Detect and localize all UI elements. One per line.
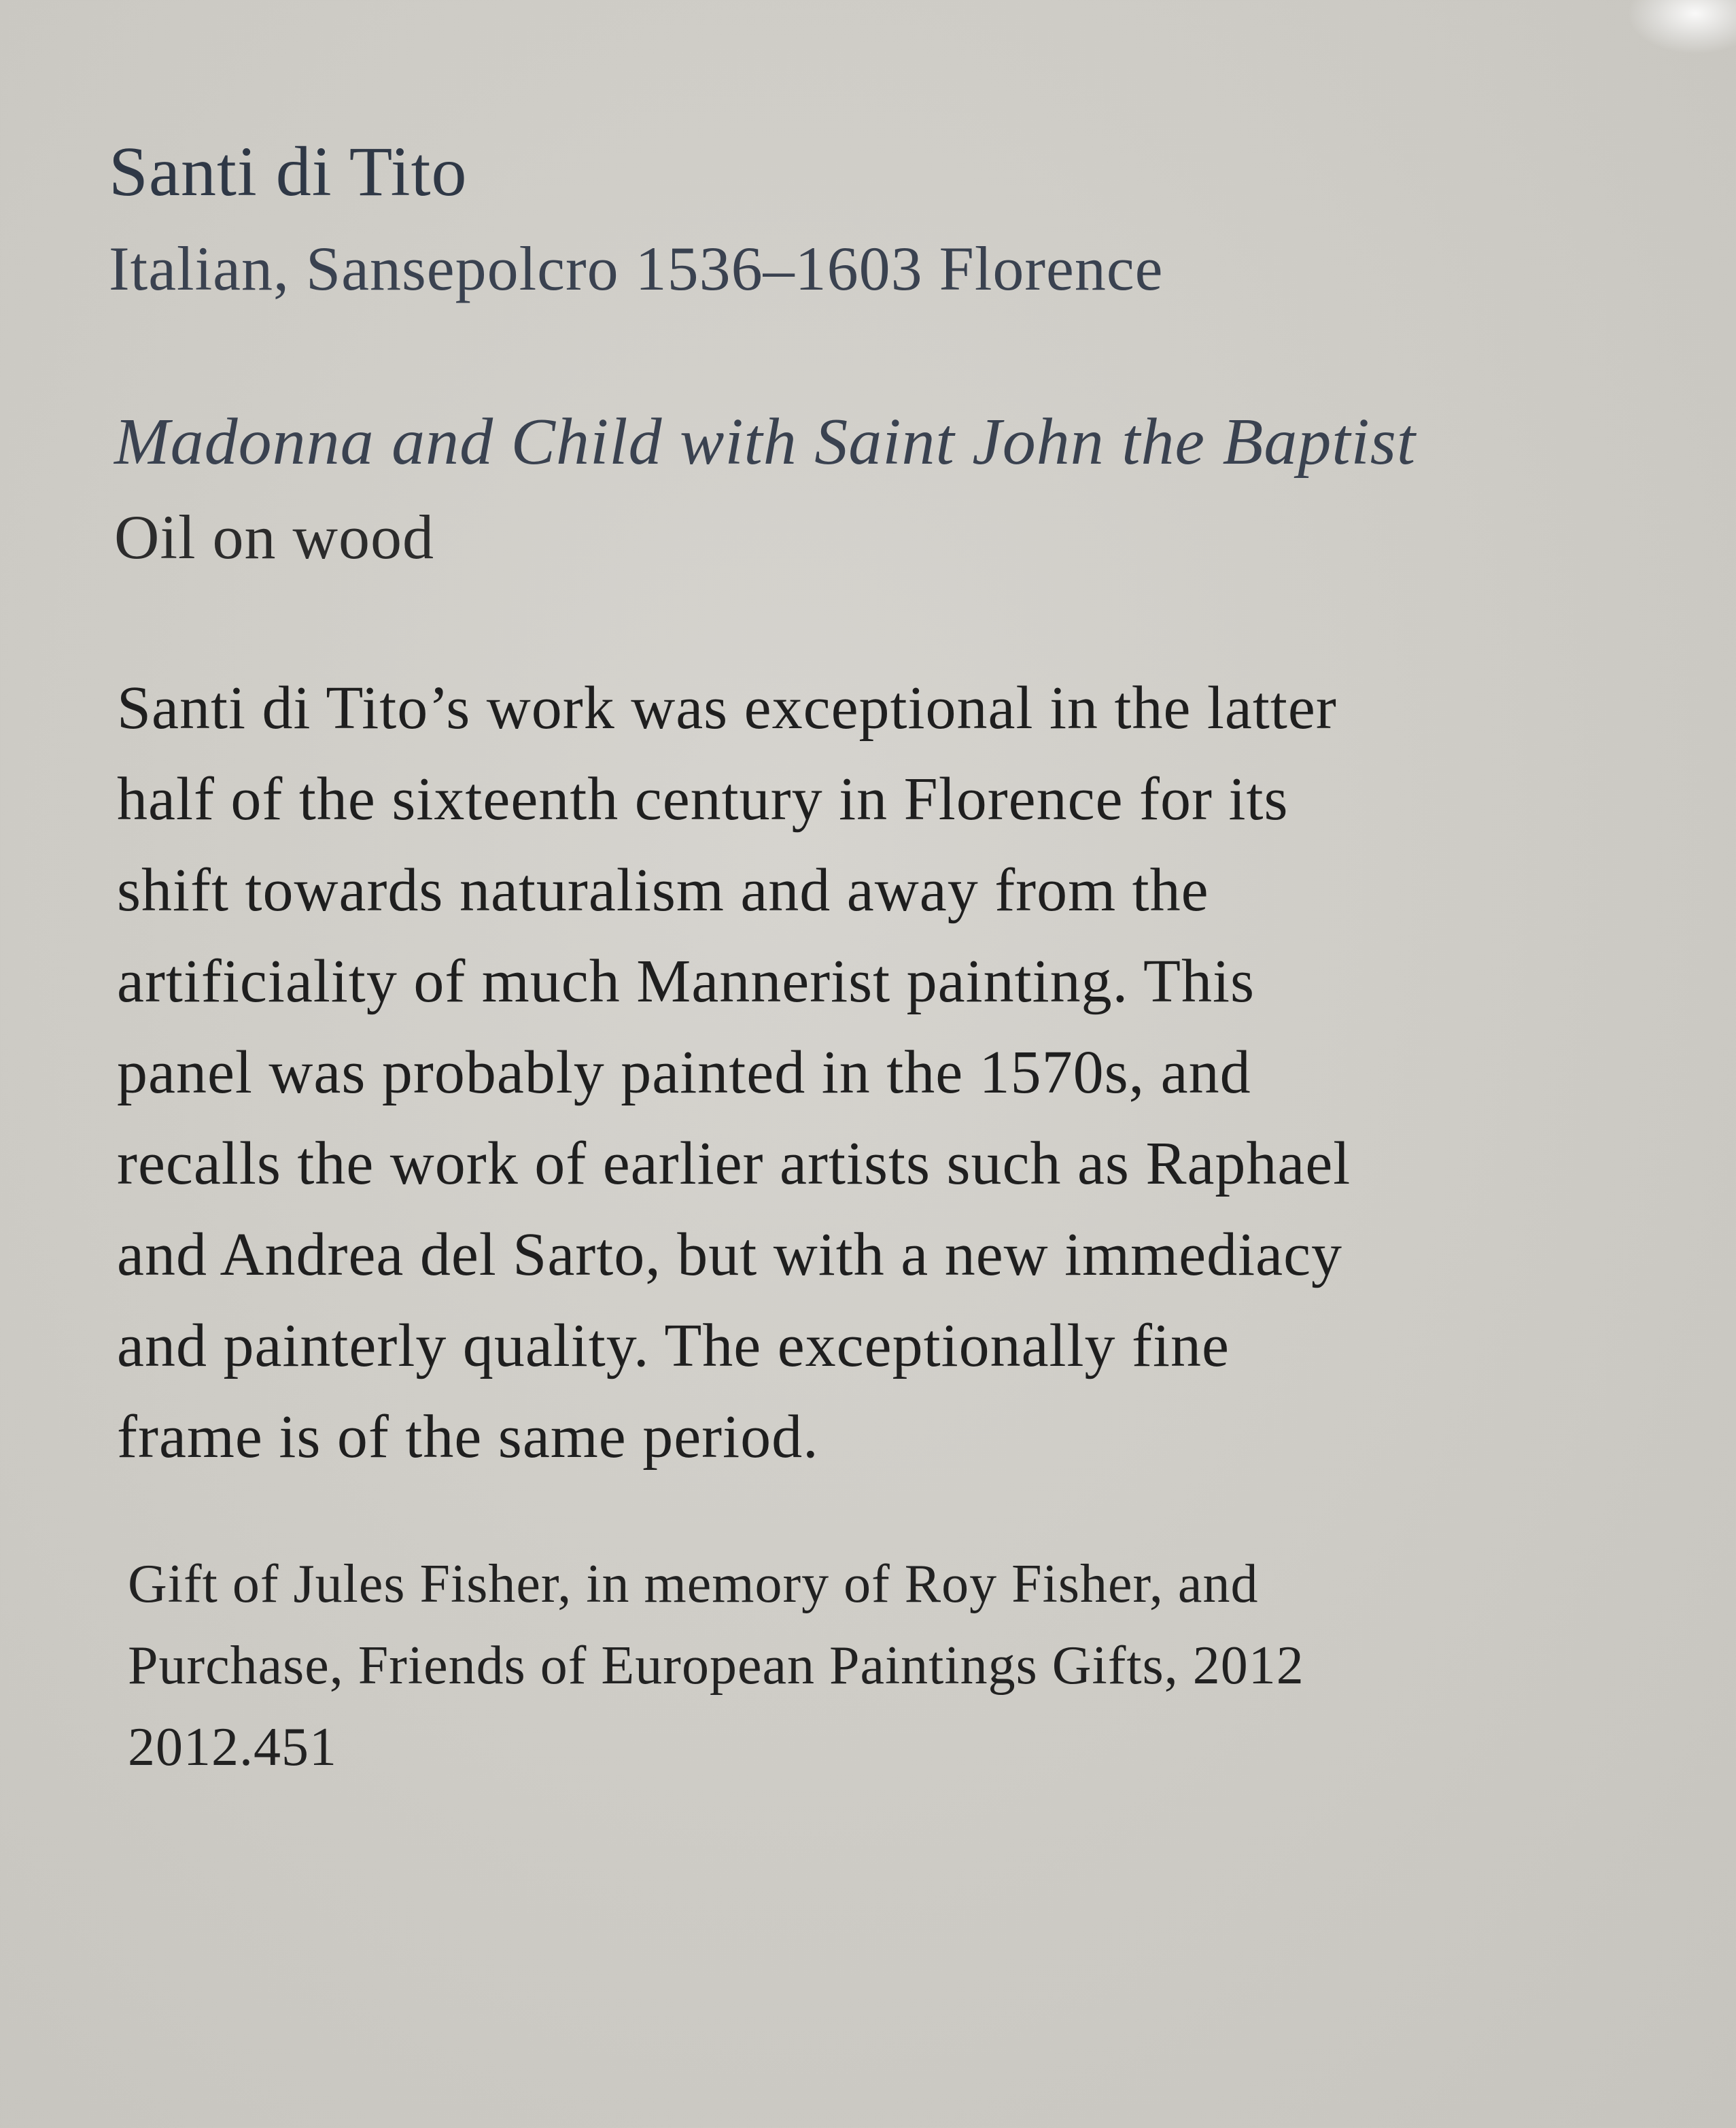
artist-name: Santi di Tito [109, 133, 468, 211]
description-line: recalls the work of earlier artists such as Raphael [117, 1130, 1351, 1197]
description-line: frame is of the same period. [117, 1403, 819, 1471]
credit-line [128, 1543, 1304, 1788]
artist-bio: Italian, Sansepolcro 1536–1603 Florence [109, 234, 1164, 303]
description-line: half of the sixteenth century in Florence for its [117, 766, 1289, 833]
description-line: and Andrea del Sarto, but with a new immediacy [117, 1221, 1343, 1288]
light-glare [1627, 0, 1736, 54]
description-line: and painterly quality. The exceptionally fine [117, 1312, 1230, 1379]
description-line: panel was probably painted in the 1570s, and [117, 1039, 1251, 1106]
artwork-medium: Oil on wood [114, 502, 434, 572]
accession-number: 2012.451 [128, 1717, 337, 1777]
description-line: artificiality of much Mannerist painting. This [117, 948, 1255, 1015]
credit-line-1: Gift of Jules Fisher, in memory of Roy Fisher, and [128, 1554, 1259, 1614]
description-line: shift towards naturalism and away from the [117, 857, 1209, 924]
credit-line-2: Purchase, Friends of European Paintings Gifts, 2012 [128, 1636, 1304, 1696]
description [117, 663, 1351, 1483]
artwork-title: Madonna and Child with Saint John the Baptist [114, 405, 1417, 479]
description-line: Santi di Tito’s work was exceptional in the latter [117, 674, 1337, 742]
